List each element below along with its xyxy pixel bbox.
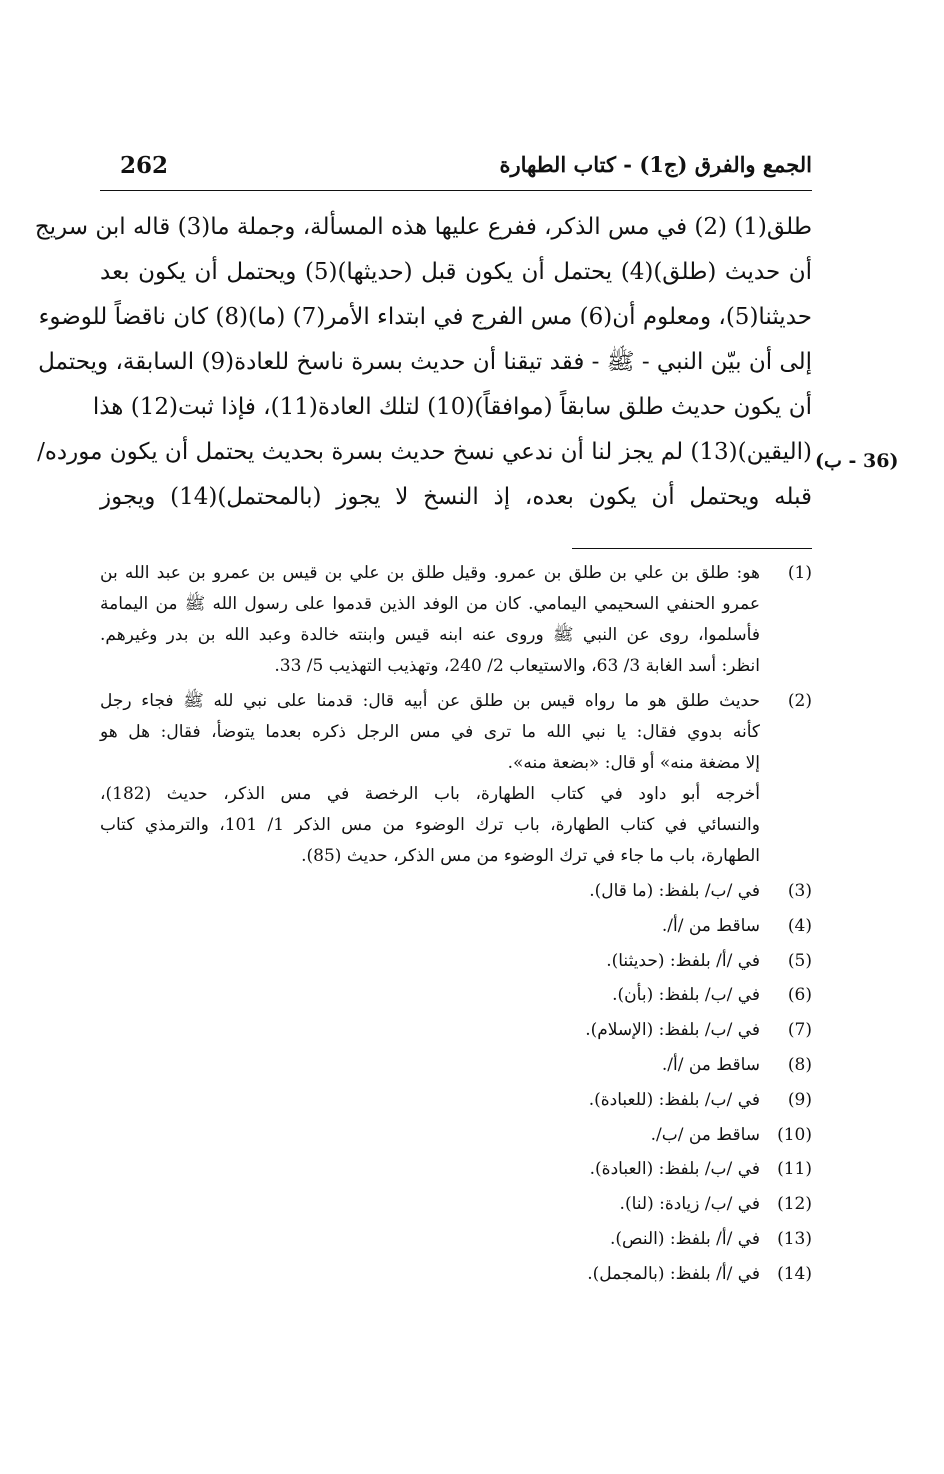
footnote <box>100 1013 812 1048</box>
running-header <box>100 150 812 191</box>
footnote-number: (8) <box>787 1054 812 1075</box>
footnote-text: في /ب/ بلفظ: (الإسلام). <box>585 1020 760 1041</box>
footnotes <box>100 558 812 1361</box>
footnote <box>100 1257 812 1292</box>
text-line: (اليقين)(13) لم يجز لنا أن ندعي نسخ حديث بسرة بحديث يحتمل أن يكون مورده/ <box>37 439 812 465</box>
footnote <box>100 1152 812 1187</box>
footnote-text: في /ب/ بلفظ: (العبادة). <box>589 1159 760 1180</box>
manuscript-folio-note: (36 - ب) <box>815 450 899 472</box>
footnote-text: في /ب/ بلفظ: (للعبادة). <box>588 1089 760 1110</box>
footnote <box>100 558 812 682</box>
footnote <box>100 1326 812 1361</box>
footnote-number <box>760 1292 812 1327</box>
footnote-number: (14) <box>777 1263 812 1284</box>
footnote-text <box>100 558 760 682</box>
footnote-text: في /ب/ بلفظ: (ما قال). <box>589 881 760 901</box>
text-line: طلق(1) (2) في مس الذكر، ففرع عليها هذه المسألة، وجملة ما(3) قاله ابن سريج <box>34 214 812 240</box>
footnote <box>100 1083 812 1118</box>
footnote-text: ساقط من /أ/. <box>661 915 760 936</box>
footnote-text: في /أ/ بلفظ: (النص). <box>609 1228 760 1249</box>
footnote-number <box>760 1326 812 1361</box>
footnote-line: فأسلموا، روى عن النبي ﷺ وروى عنه ابنه قيس وابنته خالدة وعبد الله بن بدر وغيرهم. <box>100 625 760 645</box>
footnote-number: (10) <box>777 1124 812 1145</box>
footnote-separator <box>572 548 812 549</box>
text-line: إلى أن بيّن النبي - ﷺ - فقد تيقنا أن حديث بسرة ناسخ للعادة(9) السابقة، ويحتمل <box>38 349 812 375</box>
text-line: أن حديث (طلق)(4) يحتمل أن يكون قبل (حديثها)(5) ويحتمل أن يكون بعد <box>100 259 812 285</box>
footnote-line: الطهارة، باب ما جاء في ترك الوضوء من مس الذكر، حديث (85). <box>301 846 760 866</box>
footnote-number: (5) <box>787 950 812 971</box>
footnote-number: (3) <box>787 881 812 901</box>
footnote-text: في /ب/ بلفظ: (بأن). <box>612 985 760 1006</box>
footnote <box>100 874 812 909</box>
text-line: أن يكون حديث طلق سابقاً (موافقاً)(10) لتلك العادة(11)، فإذا ثبت(12) هذا <box>92 394 812 420</box>
footnote-number: (6) <box>787 985 812 1006</box>
text-line: قبله ويحتمل أن يكون بعده، إذ النسخ لا يجوز (بالمحتمل)(14) ويجوز <box>100 484 812 510</box>
footnote <box>100 686 812 872</box>
footnote-line: إلا مضغة منه» أو قال: «بضعة منه». <box>507 753 760 773</box>
footnote-number: (2) <box>787 691 812 711</box>
footnote-number: (1) <box>787 563 812 583</box>
footnote-text: في /أ/ بلفظ: (بالمجمل). <box>587 1263 760 1284</box>
footnote-number: (4) <box>787 915 812 936</box>
footnote <box>100 1292 812 1327</box>
footnote <box>100 1187 812 1222</box>
footnote-number: (7) <box>787 1020 812 1041</box>
main-text <box>34 205 812 520</box>
footnote-line: انظر: أسد الغابة 3/ 63، والاستيعاب 2/ 240، وتهذيب التهذيب 5/ 33. <box>274 656 760 676</box>
footnote-line: كأنه بدوي فقال: يا نبي الله ما ترى في مس الرجل ذكره بعدما يتوضأ، فقال: هل هو <box>100 722 760 742</box>
footnote <box>100 1118 812 1153</box>
text-line: حديثنا(5)، ومعلوم أن(6) مس الفرج في ابتداء الأمر(7) (ما)(8) كان ناقضاً للوضوء <box>38 304 812 330</box>
footnote-text: في /ب/ زيادة: (لنا). <box>619 1194 760 1215</box>
footnote-line: والنسائي في كتاب الطهارة، باب ترك الوضوء من مس الذكر 1/ 101، والترمذي كتاب <box>100 815 760 835</box>
footnote-number: (11) <box>777 1159 812 1180</box>
footnote-text: ساقط من /ب/. <box>650 1124 760 1145</box>
footnote-line: أخرجه أبو داود في كتاب الطهارة، باب الرخصة في مس الذكر، حديث (182)، <box>100 784 760 804</box>
book-title: الجمع والفرق (ج1) - كتاب الطهارة <box>499 152 812 177</box>
footnote-number: (13) <box>777 1228 812 1249</box>
footnote-text: ساقط من /أ/. <box>661 1054 760 1075</box>
footnote-line: عمرو الحنفي السحيمي اليمامي. كان من الوفد الذين قدموا على رسول الله ﷺ من اليمامة <box>100 594 760 614</box>
footnote <box>100 1222 812 1257</box>
footnote-text <box>100 686 760 872</box>
footnote <box>100 944 812 979</box>
footnote-line: حديث طلق هو ما رواه قيس بن طلق عن أبيه قال: قدمنا على نبي لله ﷺ فجاء رجل <box>100 691 760 711</box>
footnote-number: (9) <box>787 1089 812 1110</box>
footnote <box>100 909 812 944</box>
footnote-number: (12) <box>777 1194 812 1215</box>
page-number: 262 <box>120 152 169 179</box>
footnote-line: هو: طلق بن علي بن طلق بن عمرو. وقيل طلق بن علي بن قيس بن عمرو بن عبد الله بن <box>100 563 760 583</box>
footnote-text: في /أ/ بلفظ: (حديثنا). <box>606 950 760 971</box>
footnote <box>100 978 812 1013</box>
footnote <box>100 1048 812 1083</box>
